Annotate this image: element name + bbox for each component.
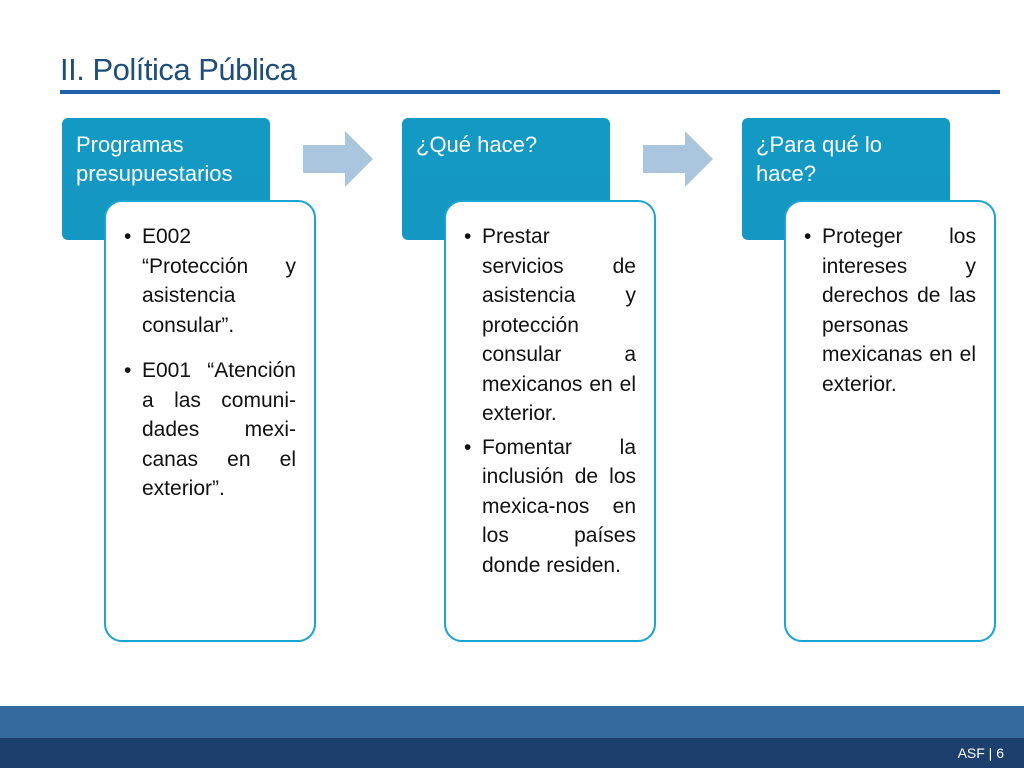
- page-title: II. Política Pública: [60, 52, 297, 87]
- right-arrow-icon: [303, 131, 373, 187]
- footer-page-label: ASF | 6: [957, 745, 1004, 761]
- list-item: • E001 “Atención a las comuni-dades mexi-canas en el exterior”.: [124, 356, 296, 504]
- list-item: • Proteger los intereses y derechos de las personas mexicanas en el exterior.: [804, 222, 976, 399]
- box-que-hace: [444, 200, 656, 642]
- list-item: • Prestar servicios de asistencia y protección consular a mexicanos en el exterior.: [464, 222, 636, 429]
- heading-que-hace: ¿Qué hace?: [402, 118, 610, 240]
- list-item: • Fomentar la inclusión de los mexica-nos en los países donde residen.: [464, 433, 636, 581]
- heading-programas: Programas presupuestarios: [62, 118, 270, 240]
- box-programas: [104, 200, 316, 642]
- heading-para-que: ¿Para qué lo hace?: [742, 118, 950, 240]
- title-underline: [60, 90, 1000, 94]
- right-arrow-icon: [643, 131, 713, 187]
- footer-band-top: [0, 706, 1024, 738]
- box-para-que: [784, 200, 996, 642]
- footer-band-bottom: [0, 738, 1024, 768]
- list-item: • E002 “Protección y asistencia consular”.: [124, 222, 296, 340]
